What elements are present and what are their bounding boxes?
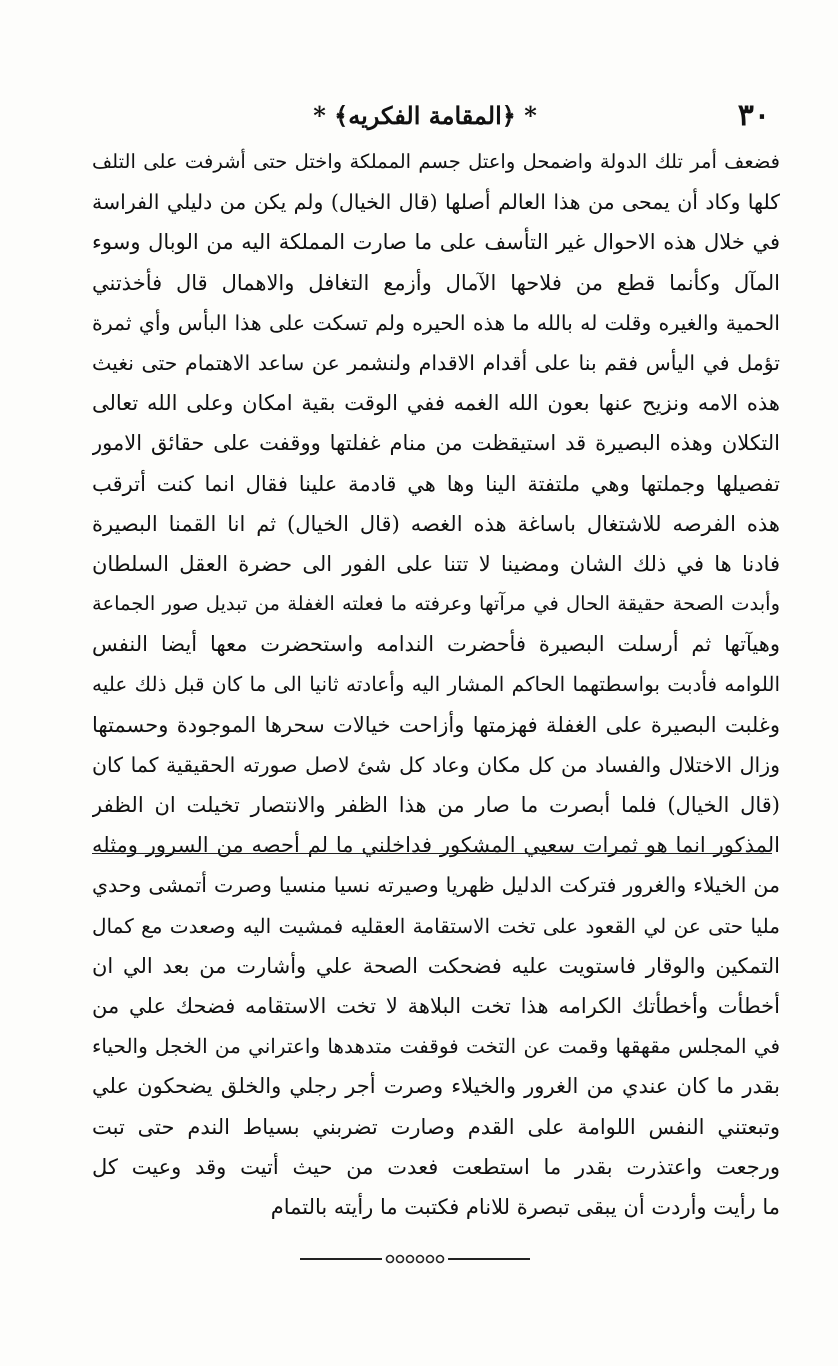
page-header	[80, 96, 770, 136]
text-line: في المجلس مقهقها وقمت عن التخت فوقفت متدهدها واعتراني من الخجل والحياء	[92, 1034, 780, 1059]
text-line: تفصيلها وجملتها وهي ملتفتة الينا وها هي قادمة علينا فقال انما كنت أترقب	[92, 471, 780, 496]
text-line: وهيآتها ثم أرسلت البصيرة فأحضرت الندامه واستحضرت معها أيضا النفس	[92, 632, 780, 657]
text-line: المآل وكأنما قطع من فلاحها الآمال وأزمع التغافل والاهمال قال فأخذتني	[92, 270, 780, 295]
text-line: التمكين والوقار فاستويت عليه فضحكت الصحة علي وأشارت من بعد الي ان	[92, 953, 780, 978]
body-text	[92, 142, 780, 1227]
text-line: تؤمل في اليأس فقم بنا على أقدام الاقدام ولنشمر عن ساعد الاهتمام حتى نغيث	[92, 350, 780, 375]
text-line: المذكور انما هو ثمرات سعيي المشكور فداخلني ما لم أحصه من السرور ومثله	[92, 833, 780, 858]
text-line: فادنا ها في ذلك الشان ومضينا لا تتنا على الفور الى حضرة العقل السلطان	[92, 551, 780, 576]
text-line: (قال الخيال) فلما أبصرت ما صار من هذا الظفر والانتصار تخيلت ان الظفر	[92, 793, 780, 817]
ornament-divider	[300, 1252, 530, 1266]
text-line: الحمية والغيره وقلت له بالله ما هذه الحيره ولم تسكت على هذا البأس وأي ثمرة	[92, 310, 780, 335]
running-title: * ﴿المقامة الفكريه﴾ *	[313, 101, 537, 130]
text-line: وتبعتني النفس اللوامة على القدم وصارت تضربني بسياط الندم حتى تبت	[92, 1114, 780, 1139]
text-line: ما رأيت وأردت أن يبقى تبصرة للانام فكتبت ما رأيته بالتمام	[270, 1194, 780, 1219]
text-line: وزال الاختلال والفساد من كل مكان وعاد كل شئ لاصل صورته الحقيقية كما كان	[92, 752, 780, 777]
text-line: أخطأت وأخطأتك الكرامه هذا تخت البلاهة لا تخت الاستقامه فضحك علي من	[92, 993, 780, 1018]
text-line: التكلان وهذه البصيرة قد استيقظت من منام غفلتها ووقفت على حقائق الامور	[92, 431, 780, 456]
text-line: كلها وكاد أن يمحى من هذا العالم أصلها (قال الخيال) ولم يكن من دليلي الفراسة	[92, 190, 780, 215]
text-line: من الخيلاء والغرور فتركت الدليل ظهريا وصيرته نسيا منسيا وصرت أتمشى وحدي	[92, 873, 780, 898]
text-line: بقدر ما كان عندي من الغرور والخيلاء وصرت أجر رجلي والخلق يضحكون علي	[92, 1074, 780, 1099]
page-number: ٣٠	[737, 98, 770, 133]
text-line: وأبدت الصحة حقيقة الحال في مرآتها وعرفته ما فعلته الغفلة من تبديل صور الجماعة	[92, 592, 780, 616]
text-line: اللوامه فأدبت بواسطتهما الحاكم المشار اليه وأعادته ثانيا الى ما كان قبل ذلك عليه	[92, 672, 780, 697]
text-line: هذه الامه ونزيح عنها بعون الله الغمه ففي الوقت بقية امكان وعلى الله تعالى	[92, 391, 780, 416]
underline-rule	[92, 853, 772, 854]
text-line: في خلال هذه الاحوال غير التأسف على ما صارت المملكة اليه من الوبال وسوء	[92, 230, 780, 255]
text-line: فضعف أمر تلك الدولة واضمحل واعتل جسم المملكة واختل حتى أشرفت على التلف	[92, 150, 780, 173]
text-line: هذه الفرصه للاشتغال باساغة هذه الغصه (قال الخيال) ثم انا القمنا البصيرة	[92, 511, 780, 536]
text-line: وغلبت البصيرة على الغفلة فهزمتها وأزاحت خيالات سحرها الموجودة وحسمتها	[92, 712, 780, 737]
text-line: مليا حتى عن لي القعود على تخت الاستقامة العقليه فمشيت اليه وصعدت مع كمال	[92, 913, 780, 938]
text-line: ورجعت واعتذرت بقدر ما استطعت فعدت من حيث أتيت وقد وعيت كل	[92, 1154, 780, 1179]
